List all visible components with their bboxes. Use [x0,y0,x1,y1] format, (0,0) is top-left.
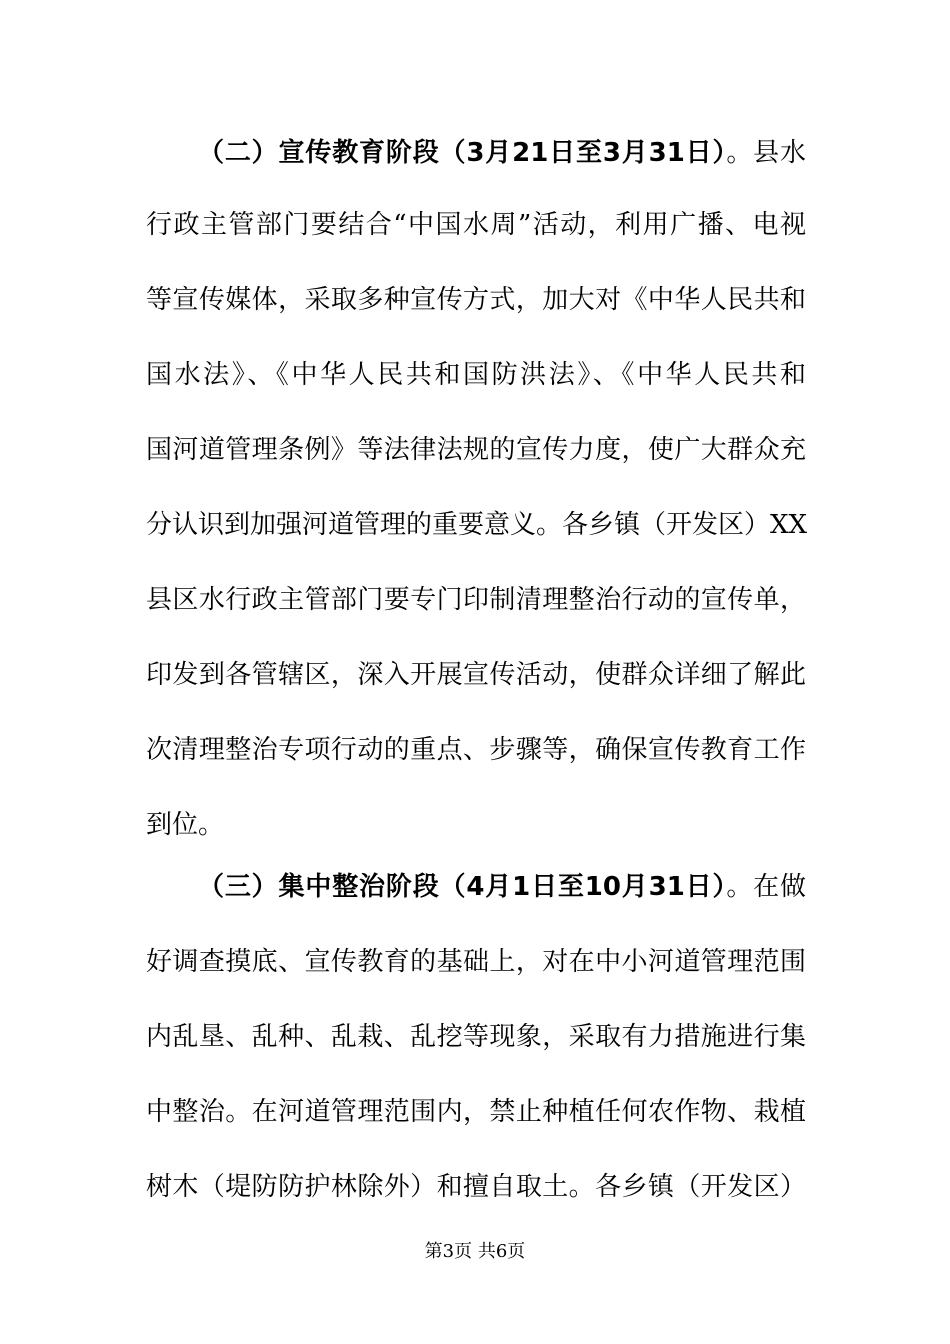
body-text-line: 等宣传媒体，采取多种宣传方式，加大对《中华人民共和 [146,285,806,315]
heading-tail-text: 。县水 [726,138,806,168]
body-text-line: 内乱垦、乱种、乱栽、乱挖等现象，采取有力措施进行集 [146,1022,806,1052]
body-text-line: 中整治。在河道管理范围内，禁止种植任何农作物、栽植 [146,1097,806,1127]
paragraph-heading-line [198,137,806,169]
page-number-footer: 第3页 共6页 [424,1241,526,1262]
section-heading: （二）宣传教育阶段（3月21日至3月31日） [198,138,727,168]
body-text-line: 国河道管理条例》等法律法规的宣传力度，使广大群众充 [146,435,806,465]
body-text-line: 次清理整治专项行动的重点、步骤等，确保宣传教育工作 [146,735,806,765]
body-text-line: 印发到各管辖区，深入开展宣传活动，使群众详细了解此 [146,660,806,690]
body-text-line: 行政主管部门要结合“中国水周”活动，利用广播、电视 [146,210,806,240]
body-text-line: 国水法》、《中华人民共和国防洪法》、《中华人民共和 [146,360,806,390]
body-text-line: 分认识到加强河道管理的重要意义。各乡镇（开发区）XX [146,510,808,540]
body-text-line: 好调查摸底、宣传教育的基础上，对在中小河道管理范围 [146,947,806,977]
body-text-line: 县区水行政主管部门要专门印制清理整治行动的宣传单， [146,585,806,615]
section-heading: （三）集中整治阶段（4月1日至10月31日） [198,872,727,902]
body-text-line: 到位。 [146,810,225,840]
body-text-line: 树木（堤防防护林除外）和擅自取土。各乡镇（开发区） [146,1172,806,1202]
heading-tail-text: 。在做 [726,872,806,902]
paragraph-heading-line [198,871,806,903]
